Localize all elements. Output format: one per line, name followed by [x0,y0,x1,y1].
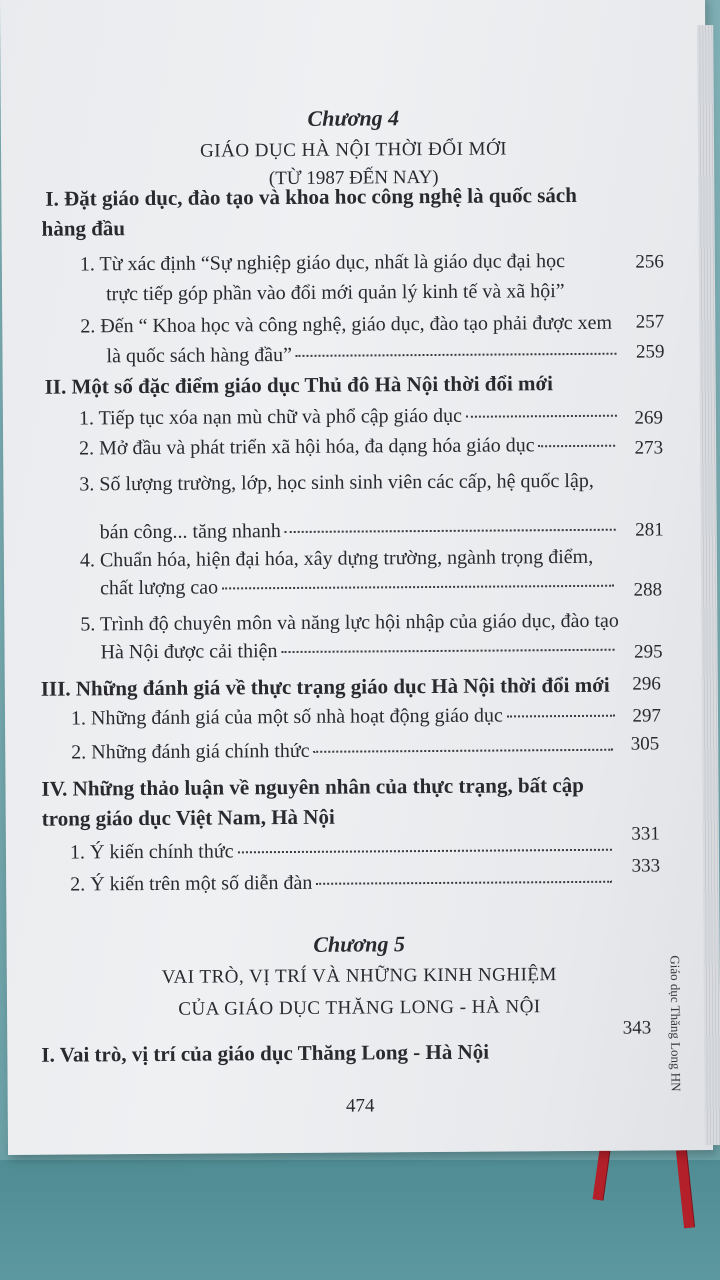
leader-dots [281,649,614,653]
leader-dots [507,715,615,718]
section-heading: I. Vai trò, vị trí của giáo dục Thăng Long - Hà Nội [41,1039,490,1067]
entry-text: chất lượng cao [100,576,219,600]
entry-text: Hà Nội được cải thiện [100,640,278,664]
chapter-title: VAI TRÒ, VỊ TRÍ VÀ NHỮNG KINH NGHIỆM [161,964,557,988]
page-ref: 269 [634,407,664,429]
page-ref: 295 [633,641,663,663]
toc-entry: 5. Trình độ chuyên môn và năng lực hội nhập của giáo dục, đào tạo [80,609,619,636]
toc-entry: 2. Đến “ Khoa học và công nghệ, giáo dục, đào tạo phải được xem [80,311,613,338]
leader-dots [285,529,616,533]
entry-text: là quốc sách hàng đầu” [106,343,293,368]
entry-text: 2. Những đánh giá chính thức [71,739,310,764]
toc-entry-cont [100,574,618,601]
page-ref: 281 [635,519,664,541]
toc-entry: 4. Chuẩn hóa, hiện đại hóa, xây dựng trường, ngành trọng điểm, [79,545,594,572]
leader-dots [314,749,614,753]
page-ref: 331 [631,823,660,845]
entry-text: bán công... tăng nhanh [99,520,281,544]
toc-entry-cont [100,638,618,665]
chapter-number: Chương 5 [313,931,405,957]
leader-dots [222,585,614,590]
chapter-subtitle: (TỪ 1987 ĐẾN NAY) [268,166,439,190]
background-surface-lower [0,1160,720,1280]
page-ref: 273 [634,437,664,459]
toc-entry [70,838,616,865]
entry-text: 2. Mở đầu và phát triển xã hội hóa, đa dạng hóa giáo dục [79,434,535,460]
chapter-title: GIÁO DỤC HÀ NỘI THỜI ĐỔI MỚI [199,138,508,162]
section-heading-cont: trong giáo dục Việt Nam, Hà Nội [41,804,335,831]
entry-text: 2. Ý kiến trên một số diễn đàn [70,871,313,896]
page-ref: 257 [635,311,665,333]
entry-text: 1. Những đánh giá của một số nhà hoạt động giáo dục [70,704,503,730]
leader-dots [466,415,617,418]
toc-entry [70,870,616,897]
page-ref: 259 [635,341,665,363]
page-ref: 343 [622,1017,652,1039]
leader-dots [238,849,612,854]
leader-dots [296,353,617,357]
page-ref: 296 [632,673,661,695]
page-ref: 333 [631,855,661,877]
section-heading: III. Những đánh giá về thực trạng giáo dục Hà Nội thời đổi mới [40,672,610,701]
page-ref: 256 [635,251,664,273]
toc-entry [71,704,619,731]
page-number: 474 [345,1095,375,1117]
page-ref: 297 [632,705,662,727]
chapter-number: Chương 4 [307,105,400,131]
spine-text: Giáo dục Thăng Long HN [667,955,684,1092]
toc-entry: 1. Từ xác định “Sự nghiệp giáo dục, nhất là giáo dục đại học [79,250,565,276]
entry-text: 1. Tiếp tục xóa nạn mù chữ và phổ cập giáo dục [78,404,462,430]
toc-entry-cont: trực tiếp góp phần vào đổi mới quản lý kinh tế và xã hội” [105,280,565,306]
toc-entry [79,434,619,461]
leader-dots [316,881,612,885]
page-ref: 288 [633,579,663,601]
toc-entry [71,738,617,765]
page-ref: 305 [630,733,660,755]
section-heading: I. Đặt giáo dục, đào tạo và khoa hoc công nghệ là quốc sách [45,182,577,211]
toc-entry: 3. Số lượng trường, lớp, học sinh sinh viên các cấp, hệ quốc lập, [79,469,594,496]
toc-entry [79,404,621,431]
section-heading: IV. Những thảo luận về nguyên nhân của thực trạng, bất cập [41,772,584,801]
section-heading: II. Một số đặc điểm giáo dục Thủ đô Hà Nội thời đổi mới [44,371,554,399]
section-heading-cont: hàng đầu [41,216,126,241]
entry-text: 1. Ý kiến chính thức [69,840,234,864]
chapter-subtitle: CỦA GIÁO DỤC THĂNG LONG - HÀ NỘI [178,996,541,1020]
toc-entry-cont [100,518,620,545]
toc-entry-cont [106,342,620,369]
